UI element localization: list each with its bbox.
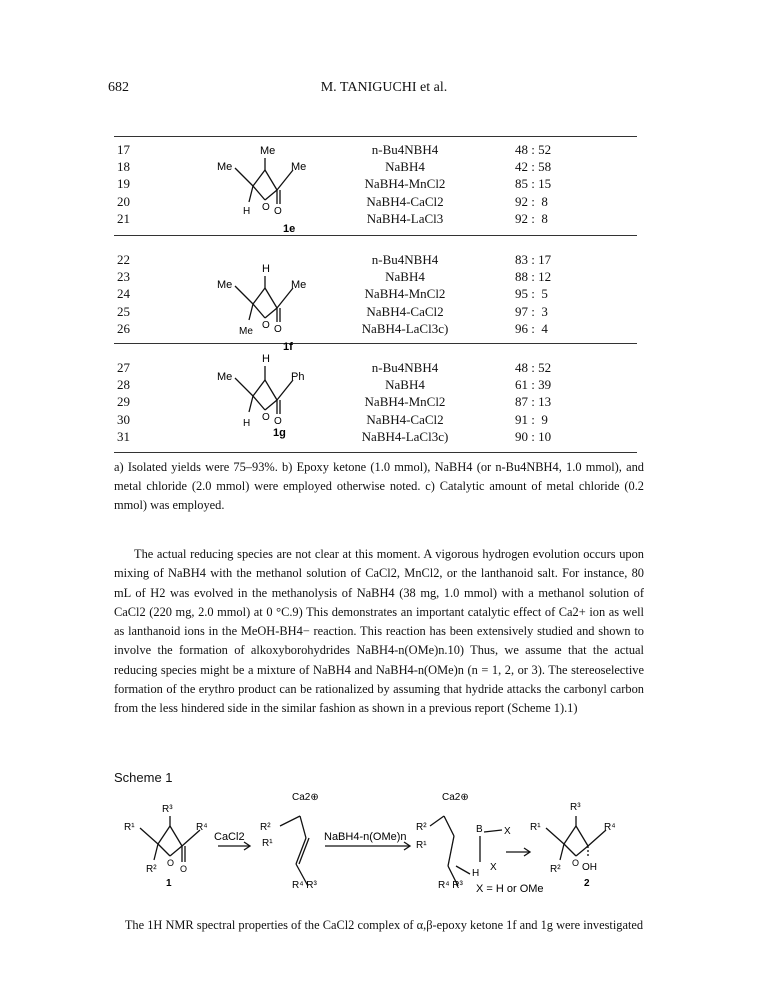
svg-text:R⁴ R³: R⁴ R³ <box>292 880 317 891</box>
table-reagent: NaBH4-MnCl2 <box>364 286 446 302</box>
table-ratio: 96 : 4 <box>515 320 548 336</box>
svg-text:R²: R² <box>260 822 271 833</box>
svg-text:X: X <box>490 862 497 873</box>
scheme-label-start: 1 <box>166 878 172 889</box>
svg-text:Me: Me <box>291 279 307 291</box>
table-ratio: 97 : 3 <box>515 303 548 319</box>
bottom-text-line: The 1H NMR spectral properties of the CaCl2 complex of α,β-epoxy ketone 1f and 1g were investigated <box>124 918 644 932</box>
svg-text:Me: Me <box>217 161 233 173</box>
table-entry-number: 21 <box>117 210 130 226</box>
structure-1g <box>205 350 365 450</box>
table-reagent: NaBH4-LaCl3c) <box>361 320 449 336</box>
svg-text:R²: R² <box>550 864 561 875</box>
table-entry-number: 26 <box>117 320 130 336</box>
svg-text:R³: R³ <box>162 804 173 815</box>
svg-text:H: H <box>243 206 251 217</box>
svg-text:O: O <box>572 858 580 868</box>
table-reagent: NaBH4-MnCl2 <box>364 176 446 192</box>
scheme-ca-label-2: Ca2⊕ <box>442 792 469 803</box>
structure-1e <box>205 140 365 240</box>
svg-text:O: O <box>274 416 282 427</box>
table-rule <box>114 235 637 236</box>
table-ratio: 90 : 10 <box>515 428 552 444</box>
svg-text:R¹: R¹ <box>530 822 541 833</box>
svg-text:O: O <box>262 320 270 331</box>
table-reagent: NaBH4-CaCl2 <box>366 193 444 209</box>
svg-text:Me: Me <box>291 161 307 173</box>
svg-text:OH: OH <box>582 862 597 873</box>
table-ratio: 88 : 12 <box>515 269 552 285</box>
table-entry-number: 30 <box>117 411 130 427</box>
svg-text:R⁴ R³: R⁴ R³ <box>438 880 463 891</box>
table-rule <box>114 136 637 137</box>
table-reagent: NaBH4 <box>385 159 425 175</box>
table-rule <box>114 343 637 344</box>
scheme-reagent-2: NaBH4-n(OMe)n <box>324 831 407 843</box>
scheme-label-product: 2 <box>584 878 590 889</box>
svg-text:O: O <box>180 864 188 874</box>
table-ratio: 48 : 52 <box>515 360 552 375</box>
svg-text:Me: Me <box>217 279 233 291</box>
scheme-ca-label-1: Ca2⊕ <box>292 792 319 803</box>
table-ratio: 85 : 15 <box>515 176 552 192</box>
svg-text:Me: Me <box>239 326 253 337</box>
table-reagent: n-Bu4NBH4 <box>371 360 439 375</box>
table-entry-number: 25 <box>117 303 130 319</box>
table-ratio: 91 : 9 <box>515 411 548 427</box>
table-ratio: 42 : 58 <box>515 159 552 175</box>
svg-text:O: O <box>167 858 175 868</box>
svg-text:R²: R² <box>146 864 157 875</box>
scheme-x-definition: X = H or OMe <box>476 883 544 895</box>
svg-text:R²: R² <box>416 822 427 833</box>
svg-text:Ph: Ph <box>291 371 305 383</box>
running-head: M. TANIGUCHI et al. <box>320 80 448 95</box>
table-entry-number: 29 <box>117 394 130 410</box>
table-ratio: 95 : 5 <box>515 286 548 302</box>
table-reagent: n-Bu4NBH4 <box>371 252 439 267</box>
scheme-title: Scheme 1 <box>114 770 173 785</box>
svg-text:H: H <box>262 353 270 365</box>
svg-text:R¹: R¹ <box>262 838 273 849</box>
body-paragraph: The actual reducing species are not clear at this moment. A vigorous hydrogen evolution occurs upon mixing of NaBH4 with the methanol solution of CaCl2, MnCl2, or the lanthanoid salt. For instance, 80 mL of H2 was evolved in the methanolysis of NaBH4 (38 mg, 1.0 mmol) with a methanol solution of CaCl2 (220 mg, 2.0 mmol) at 0 °C.9) This demonstrates an important catalytic effect of Ca2+ ion as well as lanthanoid ions in the MeOH-BH4− reaction. This reaction has been extensively studied and shown to involve the formation of alkoxyborohydrides NaBH4-n(OMe)n.10) Thus, we assume that the actual reducing species might be a mixture of NaBH4 and NaBH4-n(OMe)n (n = 1, 2, or 3). The stereoselective formation of the erythro product can be rationalized by assuming that hydride attacks the carbonyl carbon from the less hindered side in the similar fashion as shown in a previous report (Scheme 1).1) <box>114 547 644 716</box>
svg-text:R⁴: R⁴ <box>604 822 616 833</box>
scheme-1-diagram <box>110 786 650 896</box>
svg-text:X: X <box>504 826 511 837</box>
table-entry-number: 17 <box>117 142 130 157</box>
table-reagent: NaBH4-MnCl2 <box>364 394 446 410</box>
table-entry-number: 23 <box>117 269 130 285</box>
svg-text:H: H <box>262 263 270 275</box>
table-ratio: 92 : 8 <box>515 193 548 209</box>
compound-label-1f: 1f <box>283 341 293 353</box>
table-reagent: NaBH4 <box>385 269 425 285</box>
table-ratio: 48 : 52 <box>515 142 552 157</box>
svg-text:Me: Me <box>217 371 233 383</box>
compound-label-1g: 1g <box>273 427 286 439</box>
table-reagent: NaBH4-CaCl2 <box>366 303 444 319</box>
table-entry-number: 18 <box>117 159 130 175</box>
table-entry-number: 31 <box>117 428 130 444</box>
table-entry-number: 27 <box>117 360 130 375</box>
table-reagent: NaBH4-LaCl3 <box>366 210 444 226</box>
svg-text:O: O <box>274 324 282 335</box>
compound-label-1e: 1e <box>283 223 296 235</box>
table-entry-number: 24 <box>117 286 130 302</box>
table-entry-number: 19 <box>117 176 130 192</box>
scheme-reagent-1: CaCl2 <box>214 831 245 843</box>
table-ratio: 87 : 13 <box>515 394 552 410</box>
svg-text:O: O <box>262 202 270 213</box>
table-ratio: 83 : 17 <box>515 252 552 267</box>
svg-text:R⁴: R⁴ <box>196 822 208 833</box>
svg-text:Me: Me <box>260 145 276 157</box>
table-reagent: NaBH4-LaCl3c) <box>361 428 449 444</box>
svg-text:O: O <box>274 206 282 217</box>
svg-text:H: H <box>243 418 251 429</box>
svg-text:R¹: R¹ <box>124 822 135 833</box>
structure-1f <box>205 258 365 358</box>
table-reagent: NaBH4 <box>385 377 425 393</box>
table-entry-number: 22 <box>117 252 130 267</box>
table-rule <box>114 452 637 453</box>
svg-text:R¹: R¹ <box>416 840 427 851</box>
table-reagent: NaBH4-CaCl2 <box>366 411 444 427</box>
svg-text:H: H <box>472 868 480 879</box>
table-entry-number: 28 <box>117 377 130 393</box>
table-ratio: 92 : 8 <box>515 210 548 226</box>
svg-text:O: O <box>262 412 270 423</box>
table-footnote: a) Isolated yields were 75–93%. b) Epoxy ketone (1.0 mmol), NaBH4 (or n-Bu4NBH4, 1.0 mmol), and metal chloride (2.0 mmol) were employed otherwise noted. c) Catalytic amount of metal chloride (0.2 mmol) was employed. <box>114 460 644 512</box>
table-reagent: n-Bu4NBH4 <box>371 142 439 157</box>
svg-text:B: B <box>476 824 483 835</box>
page-number: 682 <box>108 80 129 95</box>
table-ratio: 61 : 39 <box>515 377 552 393</box>
svg-text:R³: R³ <box>570 802 581 813</box>
table-entry-number: 20 <box>117 193 130 209</box>
